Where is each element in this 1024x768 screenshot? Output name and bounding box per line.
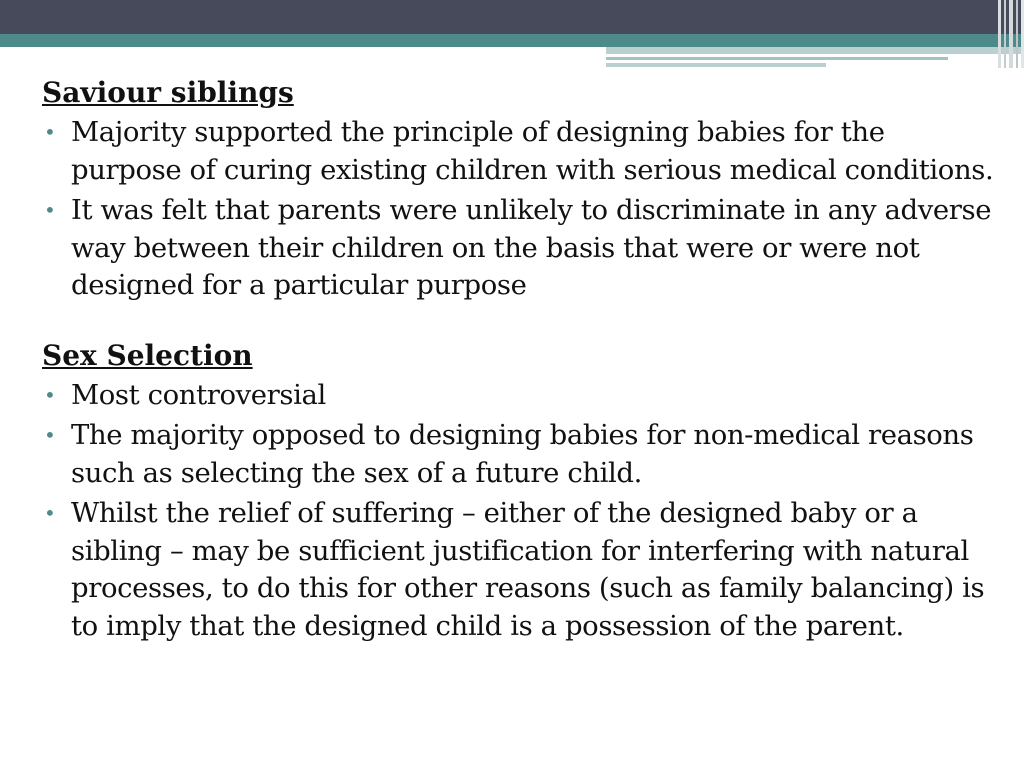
stripe	[1009, 0, 1013, 68]
header-accent-line	[606, 63, 826, 67]
header-teal-band	[0, 34, 1024, 47]
bullet-text: Most controversial	[71, 378, 326, 411]
stripe	[998, 0, 1001, 68]
bullet-icon: •	[44, 198, 56, 222]
bullet-item	[42, 417, 1002, 492]
stripe	[1016, 0, 1018, 68]
bullet-item	[42, 377, 1002, 415]
bullet-text: Majority supported the principle of designing babies for the purpose of curing existing children with serious medical conditions.	[71, 116, 994, 186]
slide-content	[42, 72, 1002, 648]
bullet-text: Whilst the relief of suffering – either of the designed baby or a sibling – may be sufficient justification for interfering with natural processes, to do this for other reasons (such as family balancing) is to imply that the designed child is a possession of the parent.	[71, 497, 985, 642]
bullet-list	[42, 377, 1002, 646]
bullet-item	[42, 114, 1002, 189]
stripe	[1004, 0, 1006, 68]
bullet-icon: •	[44, 382, 56, 407]
bullet-text: The majority opposed to designing babies for non-medical reasons such as selecting the sex of a future child.	[71, 419, 974, 489]
header-dark-band	[0, 0, 1024, 34]
header-light-band	[606, 47, 1024, 54]
bullet-icon: •	[44, 423, 56, 447]
section-saviour-siblings	[42, 72, 1002, 305]
header-vertical-stripes	[994, 0, 1024, 68]
bullet-list	[42, 114, 1002, 305]
section-heading: Saviour siblings	[42, 76, 294, 109]
section-heading: Sex Selection	[42, 338, 253, 372]
section-sex-selection	[42, 335, 1002, 646]
bullet-icon: •	[44, 501, 56, 525]
bullet-item	[42, 495, 1002, 645]
header-accent-line	[606, 57, 948, 60]
bullet-item	[42, 192, 1002, 305]
bullet-icon: •	[44, 120, 56, 144]
bullet-text: It was felt that parents were unlikely to discriminate in any adverse way between their children on the basis that were or were not designed for a particular purpose	[71, 194, 992, 301]
